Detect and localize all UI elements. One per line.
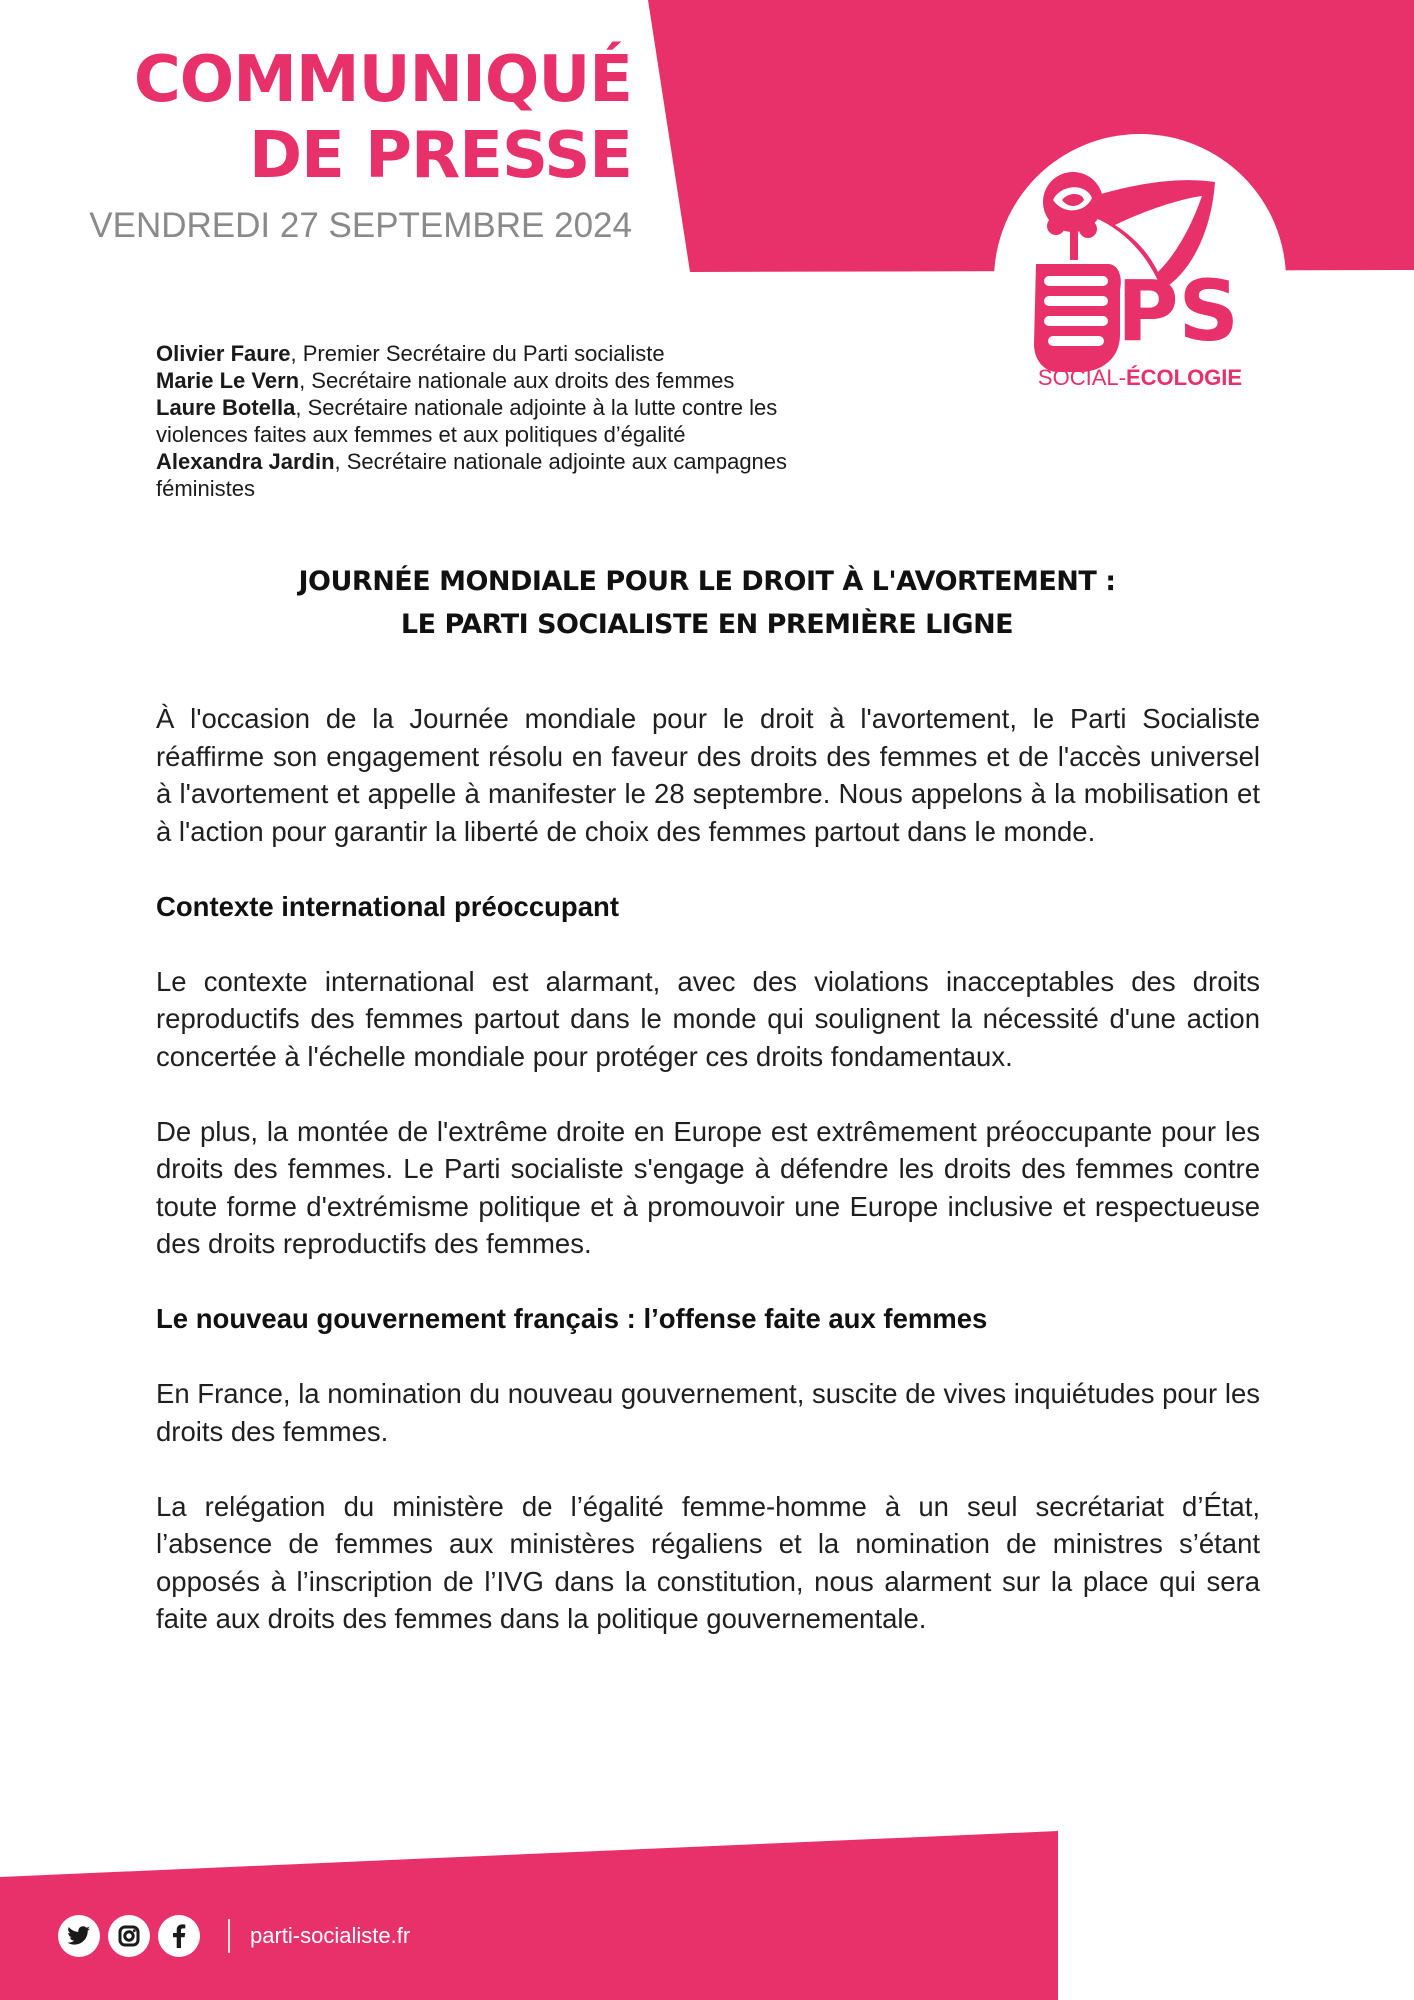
- signatories-block: [156, 340, 816, 502]
- instagram-icon[interactable]: [108, 1915, 150, 1957]
- document-heading: [180, 560, 1234, 646]
- signatory-role: , Secrétaire nationale adjointe à la lutte contre les violences faites aux femmes et aux politiques d’égalité: [156, 395, 778, 447]
- signatory: [156, 448, 816, 502]
- section-title-government: Le nouveau gouvernement français : l’offense faite aux femmes: [156, 1303, 988, 1334]
- signatory-role: , Premier Secrétaire du Parti socialiste: [290, 341, 665, 366]
- paragraph: En France, la nomination du nouveau gouvernement, suscite de vives inquiétudes pour les droits des femmes.: [156, 1378, 1260, 1447]
- signatory-name: Olivier Faure: [156, 341, 291, 366]
- ps-logo: [990, 130, 1290, 430]
- signatory: [156, 394, 816, 448]
- paragraph: La relégation du ministère de l’égalité femme-homme à un seul secrétariat d’État, l’absence de femmes aux ministères régaliens et la nomination de ministres s’étant opposés à l’inscription de l’IVG dans la constitution, nous alarment sur la place qui sera faite aux droits des femmes dans la politique gouvernementale.: [156, 1490, 1260, 1634]
- press-release-header: [89, 42, 632, 246]
- press-release-date: VENDREDI 27 SEPTEMBRE 2024: [89, 206, 632, 245]
- paragraph: Le contexte international est alarmant, avec des violations inacceptables des droits reproductifs des femmes partout dans le monde qui soulignent la nécessité d'une action concertée à l'échelle mondiale pour protéger ces droits fondamentaux.: [156, 965, 1260, 1072]
- twitter-icon[interactable]: [58, 1915, 100, 1957]
- facebook-icon[interactable]: [158, 1915, 200, 1957]
- intro-paragraph: À l'occasion de la Journée mondiale pour le droit à l'avortement, le Parti Socialiste réaffirme son engagement résolu en faveur des droits des femmes et de l'accès universel à l'avortement et appelle à manifester le 28 septembre. Nous appelons à la mobilisation et à l'action pour garantir la liberté de choix des femmes partout dans le monde.: [156, 703, 1260, 847]
- footer-divider: [228, 1919, 230, 1953]
- logo-abbr: PS: [1116, 262, 1240, 360]
- signatory-name: Laure Botella: [156, 395, 296, 420]
- signatory: [156, 340, 816, 367]
- signatory-name: Marie Le Vern: [156, 368, 300, 393]
- signatory-name: Alexandra Jardin: [156, 449, 335, 474]
- signatory: [156, 367, 816, 394]
- website-link[interactable]: parti-socialiste.fr: [250, 1923, 411, 1948]
- press-release-title-line1: COMMUNIQUÉ: [133, 43, 632, 117]
- section-title-international: Contexte international préoccupant: [156, 890, 619, 922]
- footer: [58, 1914, 410, 1958]
- document-heading-line2: LE PARTI SOCIALISTE EN PREMIÈRE LIGNE: [400, 609, 1014, 640]
- document-heading-line1: JOURNÉE MONDIALE POUR LE DROIT À L'AVORTEMENT :: [298, 566, 1116, 597]
- ps-rose-fist-logo: [990, 130, 1290, 430]
- paragraph: De plus, la montée de l'extrême droite en Europe est extrêmement préoccupante pour les droits des femmes. Le Parti socialiste s'engage à défendre les droits des femmes contre toute forme d'extrémisme politique et à promouvoir une Europe inclusive et respectueuse des droits reproductifs des femmes.: [156, 1115, 1260, 1259]
- logo-tagline: SOCIAL-ÉCOLOGIE: [1037, 365, 1243, 390]
- document-body: [156, 700, 1260, 1675]
- signatory-role: , Secrétaire nationale adjointe aux campagnes féministes: [156, 449, 788, 501]
- signatory-role: , Secrétaire nationale aux droits des femmes: [299, 368, 735, 393]
- press-release-title-line2: DE PRESSE: [248, 119, 632, 193]
